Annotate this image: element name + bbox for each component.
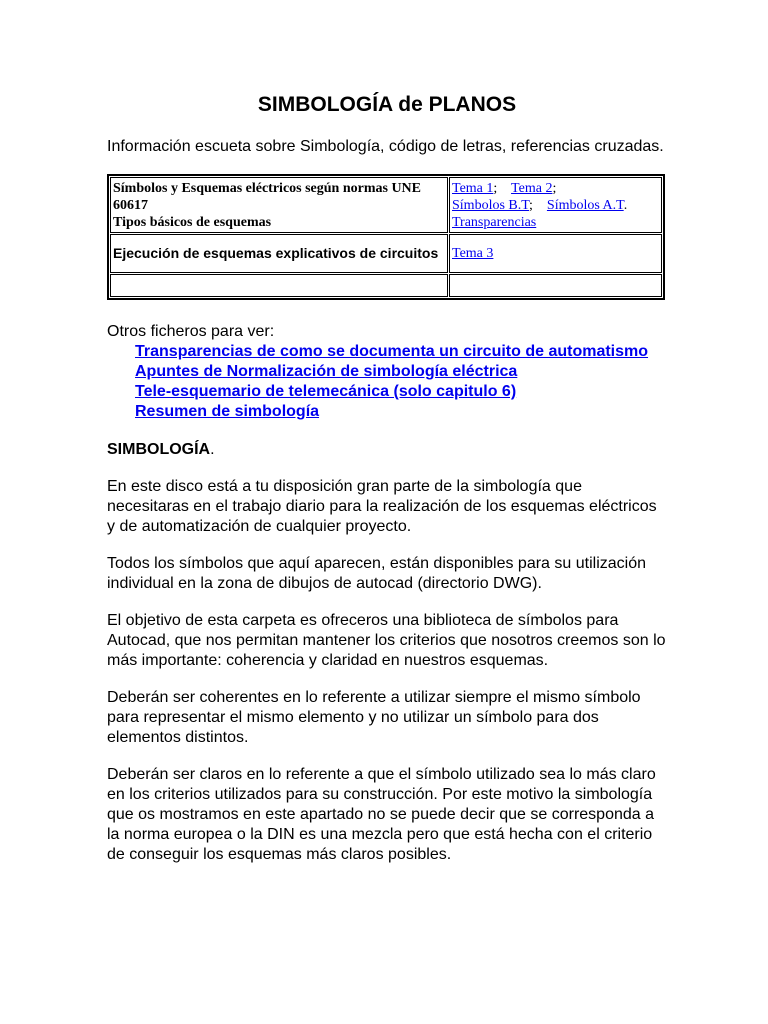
document-page <box>107 0 667 865</box>
link-tema-1[interactable]: Tema 1 <box>452 180 494 196</box>
separator: ; <box>493 180 498 196</box>
body-paragraph: Deberán ser coherentes en lo referente a utilizar siempre el mismo símbolo para representar el mismo elemento y no utilizar un símbolo para dos elementos distintos. <box>107 689 641 746</box>
table-cell-links <box>449 234 662 273</box>
list-item <box>107 382 667 402</box>
table-cell-links <box>449 177 662 233</box>
list-item <box>107 362 667 382</box>
table-cell-empty <box>449 274 662 297</box>
link-tele-esquemario[interactable]: Tele-esquemario de telemecánica (solo capitulo 6) <box>135 383 517 400</box>
table-cell-empty <box>110 274 448 297</box>
section-heading-tail: . <box>210 441 215 458</box>
others-list <box>107 342 667 422</box>
link-transparencias-circuito[interactable]: Transparencias de como se documenta un circuito de automatismo <box>135 343 649 360</box>
body-paragraph: En este disco está a tu disposición gran parte de la simbología que necesitaras en el trabajo diario para la realización de los esquemas eléctricos y de automatización de cualquier proyecto. <box>107 478 657 535</box>
intro-paragraph: Información escueta sobre Simbología, código de letras, referencias cruzadas. <box>107 138 664 155</box>
body-paragraph: Deberán ser claros en lo referente a que el símbolo utilizado sea lo más claro en los criterios utilizados para su construcción. Por este motivo la simbología que os mostramos en este apartado no se puede decir que se corresponda a la norma europea o la DIN es una mezcla pero que está hecha con el criterio de conseguir los esquemas más claros posibles. <box>107 766 656 863</box>
row1-description-line2: Tipos básicos de esquemas <box>113 214 272 230</box>
table-row <box>110 274 662 297</box>
table-cell-description: Ejecución de esquemas explicativos de circuitos <box>110 234 448 273</box>
body-paragraph: Todos los símbolos que aquí aparecen, están disponibles para su utilización individual en la zona de dibujos de autocad (directorio DWG). <box>107 555 646 592</box>
link-simbolos-bt[interactable]: Símbolos B.T <box>452 197 530 213</box>
topics-table <box>107 174 665 300</box>
body-paragraph: El objetivo de esta carpeta es ofreceros una biblioteca de símbolos para Autocad, que nos permitan mantener los criterios que nosotros creemos son lo más importante: coherencia y claridad en nuestros esquemas. <box>107 612 666 669</box>
section-heading-bold: SIMBOLOGÍA <box>107 441 211 458</box>
row1-description-line1: Símbolos y Esquemas eléctricos según normas UNE 60617 <box>113 180 422 213</box>
link-resumen-simbologia[interactable]: Resumen de simbología <box>135 403 320 420</box>
link-simbolos-at[interactable]: Símbolos A.T <box>546 197 624 213</box>
link-transparencias[interactable]: Transparencias <box>452 214 537 230</box>
list-item <box>107 402 667 422</box>
separator: ; <box>552 180 557 196</box>
separator: ; <box>529 197 533 213</box>
table-row <box>110 234 662 273</box>
separator: . <box>623 197 628 213</box>
others-label: Otros ficheros para ver: <box>107 323 275 340</box>
link-tema-3[interactable]: Tema 3 <box>452 246 494 261</box>
page-title: SIMBOLOGÍA de PLANOS <box>257 93 517 116</box>
link-tema-2[interactable]: Tema 2 <box>511 180 553 196</box>
list-item <box>107 342 667 362</box>
table-cell-description <box>110 177 448 233</box>
link-apuntes-normalizacion[interactable]: Apuntes de Normalización de simbología eléctrica <box>135 363 518 380</box>
section-heading <box>107 440 667 460</box>
table-row <box>110 177 662 233</box>
